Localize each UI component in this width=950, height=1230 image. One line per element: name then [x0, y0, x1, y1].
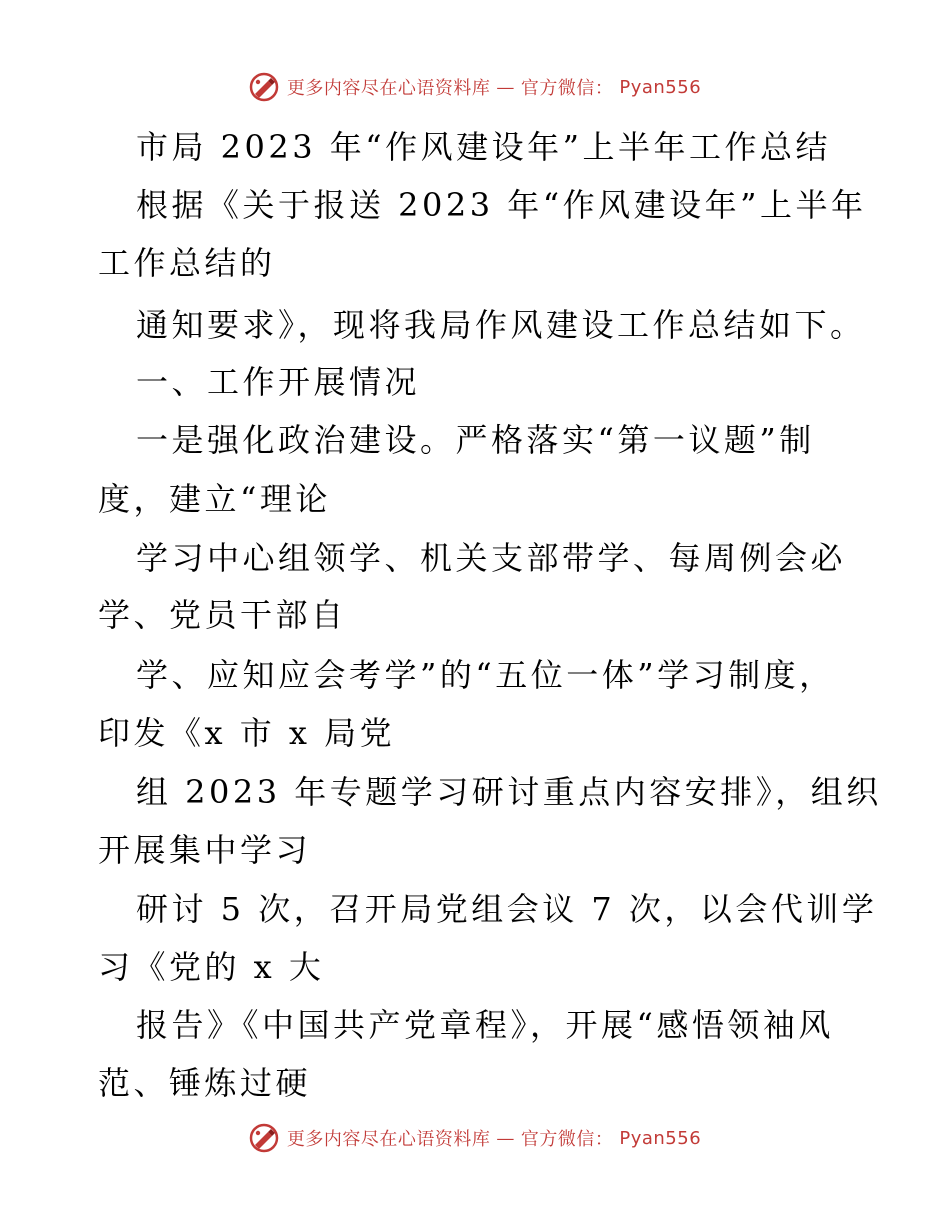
- paragraph-line: 一是强化政治建设。严格落实“第一议题”制: [136, 421, 815, 459]
- watermark-official-text: 官方微信：: [520, 1129, 614, 1150]
- watermark-official-text: 官方微信：: [520, 78, 614, 99]
- document-title: 市局 2023 年“作风建设年”上半年工作总结: [136, 128, 832, 166]
- watermark-separator: —: [496, 76, 515, 98]
- paragraph-line: 习《党的 x 大: [98, 948, 325, 986]
- paragraph-line: 学习中心组领学、机关支部带学、每周例会必: [136, 539, 847, 577]
- paragraph-line: 根据《关于报送 2023 年“作风建设年”上半年: [136, 186, 867, 224]
- paragraph-line: 学、党员干部自: [98, 596, 347, 634]
- brand-logo-icon: [249, 72, 279, 102]
- watermark-site-text: 更多内容尽在心语资料库: [286, 78, 491, 99]
- paragraph-line: 报告》《中国共产党章程》，开展“感悟领袖风: [136, 1006, 834, 1044]
- watermark-account: Pyan556: [619, 1127, 702, 1149]
- paragraph-line: 学、应知应会考学”的“五位一体”学习制度，: [136, 656, 835, 694]
- header-watermark: [0, 72, 950, 102]
- section-heading: 一、工作开展情况: [136, 363, 421, 401]
- paragraph-line: 通知要求》，现将我局作风建设工作总结如下。: [136, 306, 866, 344]
- paragraph-line: 范、锤炼过硬: [98, 1064, 312, 1102]
- paragraph-line: 研讨 5 次，召开局党组会议 7 次，以会代训学: [136, 890, 878, 928]
- brand-logo-icon: [249, 1123, 279, 1153]
- paragraph-line: 度，建立“理论: [98, 480, 331, 518]
- paragraph-line: 开展集中学习: [98, 831, 312, 869]
- watermark-separator: —: [496, 1127, 515, 1149]
- paragraph-line: 工作总结的: [98, 244, 276, 282]
- paragraph-line: 印发《x 市 x 局党: [98, 714, 396, 752]
- paragraph-line: 组 2023 年专题学习研讨重点内容安排》，组织: [136, 773, 882, 811]
- watermark-site-text: 更多内容尽在心语资料库: [286, 1129, 491, 1150]
- watermark-account: Pyan556: [619, 76, 702, 98]
- footer-watermark: [0, 1123, 950, 1153]
